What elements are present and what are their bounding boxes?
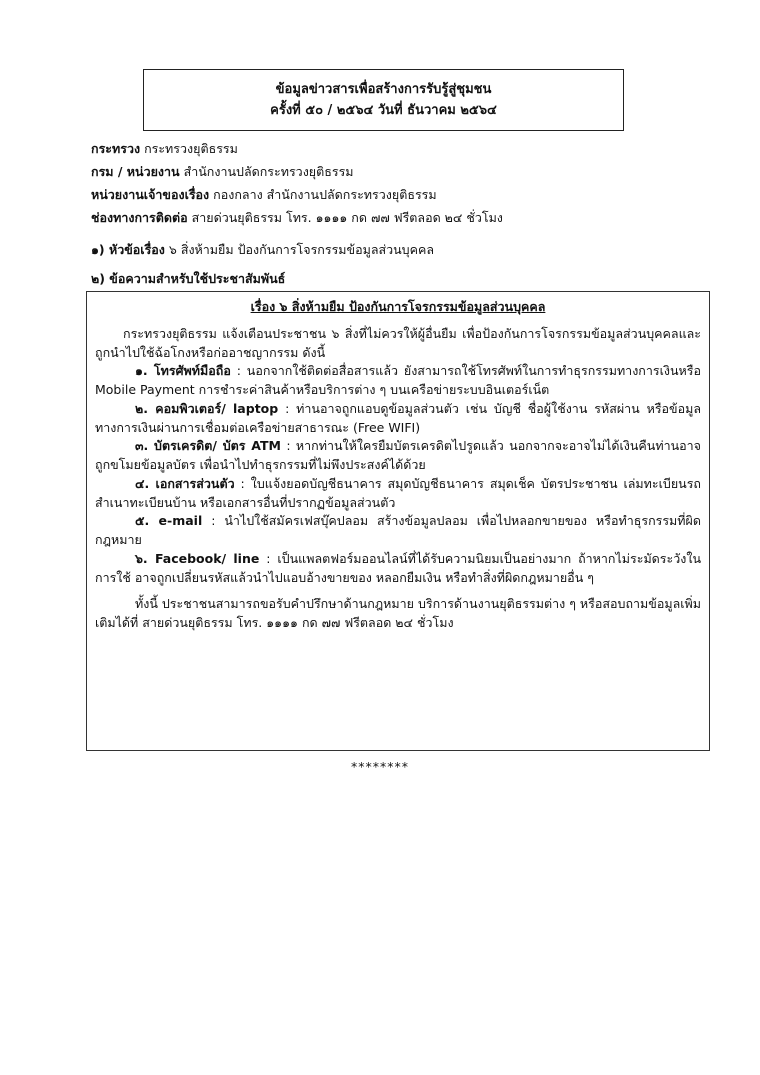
content-closing: ทั้งนี้ ประชาชนสามารถขอรับคำปรึกษาด้านกฎหมาย บริการด้านงานยุติธรรมต่าง ๆ หรือสอบถามข้อมูลเพิ่มเติมได้ที่ สายด่วนยุติธรรม โทร. ๑๑๑๑ กด ๗๗ ฟรีตลอด ๒๔ ชั่วโมง (95, 596, 701, 630)
content-intro: กระทรวงยุติธรรม แจ้งเตือนประชาชน ๖ สิ่งที่ไม่ควรให้ผู้อื่นยืม เพื่อป้องกันการโจรกรรมข้อมูลส่วนบุคคลและถูกนำไปใช้ฉ้อโกงหรือก่ออาชญากรรม ดังนี้ (95, 325, 701, 360)
item-heading: ๖. Facebook/ line (135, 550, 260, 566)
dept-value: สำนักงานปลัดกระทรวงยุติธรรม (183, 164, 354, 179)
item-heading: ๕. e-mail (135, 513, 203, 529)
meta-contact (91, 209, 691, 232)
section-1-label: ๑) หัวข้อเรื่อง (91, 242, 165, 257)
dept-label: กรม / หน่วยงาน (91, 164, 180, 179)
item-heading: ๑. โทรศัพท์มือถือ (135, 363, 231, 379)
item-text: : นอกจากใช้ติดต่อสื่อสารแล้ว ยังสามารถใช้โทรศัพท์ในการทำธุรกรรมทางการเงินหรือ Mobile Payment การชำระค่าสินค้าหรือบริการต่าง ๆ บนเครือข่ายระบบอินเตอร์เน็ต (95, 363, 701, 397)
list-item (95, 362, 701, 400)
list-item (95, 475, 701, 513)
item-text: : นำไปใช้สมัครเฟสบุ๊คปลอม สร้างข้อมูลปลอม เพื่อไปหลอกขายของ หรือทำธุรกรรมที่ผิดกฎหมาย (95, 513, 701, 547)
item-text: : เป็นแพลตฟอร์มออนไลน์ที่ได้รับความนิยมเป็นอย่างมาก ถ้าหากไม่ระมัดระวังในการใช้ อาจถูกเปลี่ยนรหัสแล้วนำไปแอบอ้างขายของ หลอกยืมเงิน หรือทำสิ่งที่ผิดกฎหมายอื่น ๆ (95, 550, 701, 585)
item-text: : ใบแจ้งยอดบัญชีธนาคาร สมุดบัญชีธนาคาร สมุดเช็ค บัตรประชาชน เล่มทะเบียนรถ สำเนาทะเบียนบ้าน หรือเอกสารอื่นที่ปรากฏข้อมูลส่วนตัว (95, 475, 701, 510)
section-1-value: ๖ สิ่งห้ามยืม ป้องกันการโจรกรรมข้อมูลส่วนบุคคล (168, 242, 434, 257)
meta-block (91, 140, 691, 232)
contact-value: สายด่วนยุติธรรม โทร. ๑๑๑๑ กด ๗๗ ฟรีตลอด ๒๔ ชั่วโมง (191, 210, 503, 225)
owner-label: หน่วยงานเจ้าของเรื่อง (91, 187, 210, 202)
owner-value: กองกลาง สำนักงานปลัดกระทรวงยุติธรรม (213, 187, 437, 202)
meta-owner (91, 186, 691, 209)
ministry-label: กระทรวง (91, 141, 141, 156)
list-item (95, 512, 701, 550)
list-item (95, 550, 701, 588)
header-title: ข้อมูลข่าวสารเพื่อสร้างการรับรู้สู่ชุมชน (275, 82, 492, 97)
item-heading: ๓. บัตรเครดิต/ บัตร ATM (135, 438, 281, 454)
meta-dept (91, 163, 691, 186)
list-item (95, 400, 701, 438)
content-title: เรื่อง ๖ สิ่งห้ามยืม ป้องกันการโจรกรรมข้อมูลส่วนบุคคล (250, 299, 546, 314)
item-text: : ท่านอาจถูกแอบดูข้อมูลส่วนตัว เช่น บัญชี ชื่อผู้ใช้งาน รหัสผ่าน หรือข้อมูลทางการเงินผ่านการเชื่อมต่อเครือข่ายสาธารณะ (Free WIFI) (95, 400, 701, 435)
header-box (143, 69, 624, 131)
section-1 (91, 241, 434, 260)
ministry-value: กระทรวงยุติธรรม (144, 141, 238, 156)
spacer (95, 587, 701, 595)
content-box (86, 291, 710, 751)
item-heading: ๔. เอกสารส่วนตัว (135, 475, 235, 491)
footer-stars: ******** (351, 759, 409, 774)
header-issue-line: ครั้งที่ ๕๐ / ๒๕๖๔ วันที่ ธันวาคม ๒๕๖๔ (270, 103, 497, 118)
list-item (95, 437, 701, 475)
section-2-label: ๒) ข้อความสำหรับใช้ประชาสัมพันธ์ (91, 271, 286, 286)
contact-label: ช่องทางการติดต่อ (91, 210, 188, 225)
meta-ministry (91, 140, 691, 163)
item-heading: ๒. คอมพิวเตอร์/ laptop (135, 400, 279, 416)
item-text: : หากท่านให้ใครยืมบัตรเครดิตไปรูดแล้ว นอกจากจะอาจไม่ได้เงินคืนท่านอาจถูกขโมยข้อมูลบัตร เพื่อนำไปทำธุรกรรมที่ไม่พึงประสงค์ได้ด้วย (95, 438, 701, 472)
